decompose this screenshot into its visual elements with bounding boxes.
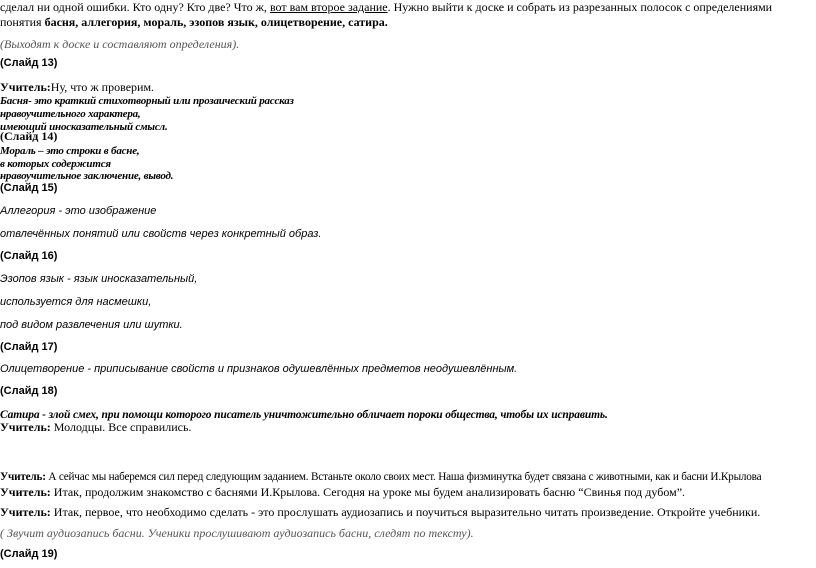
personification-definition: Олицетворение - приписывание свойств и признаков одушевлённых предметов неодушевлённым.: [0, 363, 518, 375]
moral-definition-2: в которых содержится: [0, 158, 111, 170]
teacher-label: Учитель:: [0, 471, 46, 483]
aesop-definition-2: используется для насмешки,: [0, 296, 152, 308]
slide-17-label: (Слайд 17): [0, 341, 58, 353]
slide-15-label: (Слайд 15): [0, 182, 58, 194]
second-task-link: вот вам второе задание: [269, 0, 388, 14]
slide-18-label: (Слайд 18): [0, 385, 58, 397]
intro-line-1: [0, 0, 772, 14]
aesop-definition-1: Эзопов язык - язык иносказательный,: [0, 273, 198, 285]
teacher-label: Учитель:: [0, 505, 51, 519]
moral-definition-1: Мораль – это строки в басне,: [0, 145, 140, 157]
satire-definition: Сатира - злой смех, при помощи которого писатель уничтожительно обличает пороки общества, чтобы их исправить.: [0, 409, 608, 421]
teacher-label: Учитель:: [0, 485, 51, 499]
fable-definition-1: Басня- это краткий стихотворный или прозаический рассказ: [0, 95, 294, 107]
slide-19-label: (Слайд 19): [0, 548, 58, 560]
teacher-praise-line: [0, 420, 191, 434]
teacher-fables-text: Итак, продолжим знакомство с баснями И.Крылова. Сегодня на уроке мы будем анализировать басню “Свинья под дубом”.: [50, 485, 686, 499]
aesop-definition-3: под видом развлечения или шутки.: [0, 319, 183, 331]
teacher-praise-text: Молодцы. Все справились.: [50, 420, 192, 434]
teacher-label: Учитель:: [0, 420, 51, 434]
teacher-audio-text: Итак, первое, что необходимо сделать - это прослушать аудиозапись и поучиться выразительно читать произведение. Откройте учебники.: [50, 505, 761, 519]
teacher-check-text: Ну, что ж проверим.: [50, 80, 155, 94]
teacher-label: Учитель:: [0, 80, 51, 94]
teacher-warmup-line: [0, 470, 761, 484]
concepts-list: басня, аллегория, мораль, эзопов язык, олицетворение, сатира.: [44, 15, 388, 29]
intro-line-2: [0, 15, 388, 29]
slide-14-label: (Слайд 14): [0, 129, 58, 143]
teacher-fables-line: [0, 485, 685, 499]
teacher-check-line: [0, 80, 154, 94]
teacher-audio-line: [0, 505, 760, 519]
allegory-definition-1: Аллегория - это изображение: [0, 205, 157, 217]
concepts-prefix: понятия: [0, 15, 45, 29]
slide-16-label: (Слайд 16): [0, 250, 58, 262]
audio-stage-direction: ( Звучит аудиозапись басни. Ученики прослушивают аудиозапись басни, следят по тексту).: [0, 526, 474, 540]
slide-13-label: (Слайд 13): [0, 57, 58, 69]
stage-direction: (Выходят к доске и составляют определения).: [0, 37, 240, 51]
allegory-definition-2: отвлечённых понятий или свойств через конкретный образ.: [0, 228, 322, 240]
fable-definition-3: имеющий иносказательный смысл.: [0, 121, 168, 133]
teacher-warmup-text: А сейчас мы наберемся сил перед следующим заданием. Встаньте около своих мест. Наша физминутка будет связана с животными, как и басни И.Крылова: [45, 471, 762, 483]
intro-text: сделал ни одной ошибки. Кто одну? Кто две? Что ж,: [0, 0, 270, 14]
intro-text-cont: . Нужно выйти к доске и собрать из разрезанных полосок с определениями: [387, 0, 773, 14]
moral-definition-3: нравоучительное заключение, вывод.: [0, 170, 174, 182]
fable-definition-2: нравоучительного характера,: [0, 108, 141, 120]
